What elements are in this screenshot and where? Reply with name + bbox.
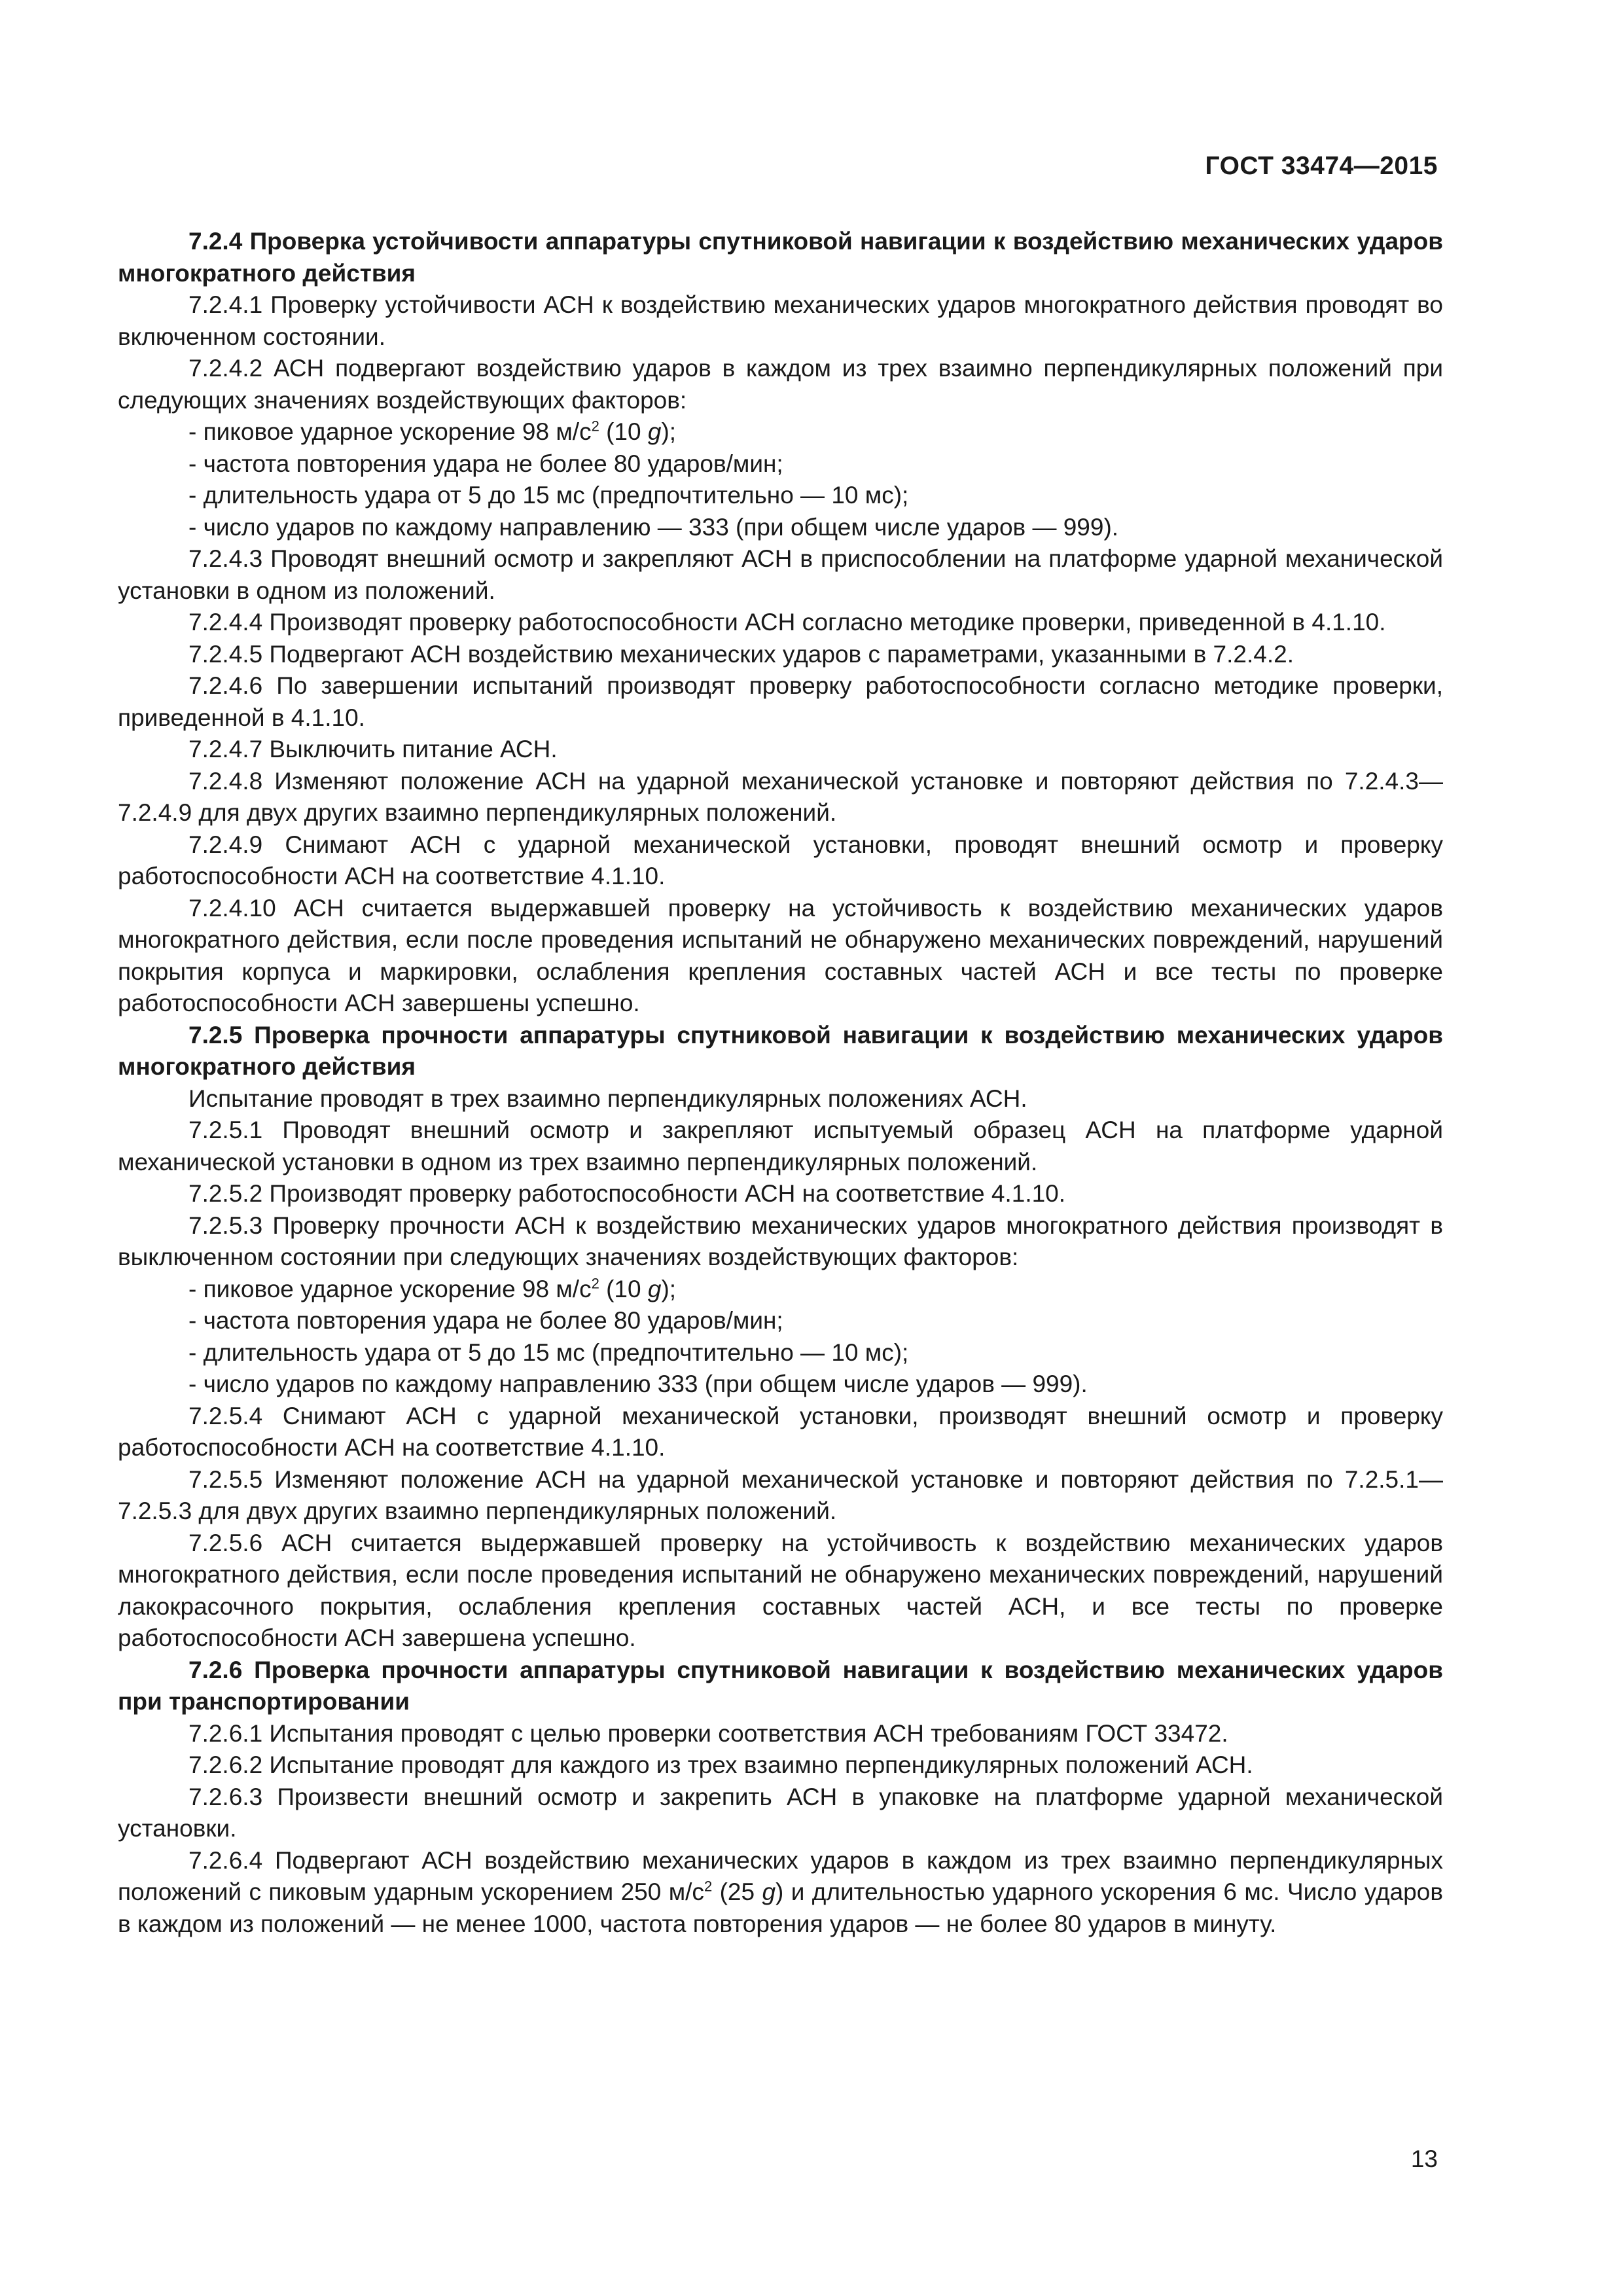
paragraph-text: 7.2.5.1 Проводят внешний осмотр и закрепляют испытуемый образец АСН на платформе ударной механической установки в одном из трех взаимно перпендикулярных положений. <box>118 1117 1443 1175</box>
paragraph <box>118 893 1443 1020</box>
paragraph <box>118 1083 1443 1115</box>
paragraph <box>118 289 1443 353</box>
paragraph <box>118 1210 1443 1274</box>
paragraph-text: - пиковое ударное ускорение 98 м/с <box>188 418 592 445</box>
paragraph-text: 7.2.4.10 АСН считается выдержавшей проверку на устойчивость к воздействию механических ударов многократного действия, если после проведения испытаний не обнаружено механических повреждений, нарушений покрытия корпуса и маркировки, ослабления крепления составных частей АСН и все тесты по проверке работоспособности АСН завершены успешно. <box>118 894 1443 1016</box>
paragraph <box>118 1115 1443 1178</box>
paragraph-text: 7.2.5.5 Изменяют положение АСН на ударной механической установке и повторяют действия по 7.2.5.1—7.2.5.3 для двух других взаимно перпендикулярных положений. <box>118 1465 1443 1524</box>
paragraph <box>118 1749 1443 1782</box>
paragraph <box>118 1401 1443 1464</box>
paragraph <box>118 1369 1443 1401</box>
paragraph-text: 7.2.4.5 Подвергают АСН воздействию механических ударов с параметрами, указанными в 7.2.4.2. <box>188 640 1294 668</box>
paragraph <box>118 1782 1443 1845</box>
superscript: 2 <box>591 418 599 435</box>
paragraph-text: - число ударов по каждому направлению — 333 (при общем числе ударов — 999). <box>188 513 1119 541</box>
paragraph <box>118 1528 1443 1655</box>
paragraph <box>118 607 1443 639</box>
document-body <box>118 226 1443 1940</box>
paragraph-text-tail: ); <box>661 1275 677 1302</box>
paragraph-text: 7.2.4.3 Проводят внешний осмотр и закрепляют АСН в приспособлении на платформе ударной механической установки в одном из положений. <box>118 545 1443 604</box>
paragraph <box>118 1337 1443 1369</box>
paragraph-text-tail: ) и длительностью ударного ускорения 6 мс. Число ударов в каждом из положений — не менее 1000, частота повторения ударов — не более 80 ударов в минуту. <box>118 1878 1443 1937</box>
superscript: 2 <box>704 1878 713 1895</box>
paragraph-text: 7.2.5.2 Производят проверку работоспособности АСН на соответствие 4.1.10. <box>188 1180 1066 1207</box>
paragraph-text: - пиковое ударное ускорение 98 м/с <box>188 1275 592 1302</box>
page-number: 13 <box>1410 2145 1438 2172</box>
paragraph <box>118 512 1443 544</box>
paragraph-text: - частота повторения удара не более 80 ударов/мин; <box>188 1307 783 1334</box>
paragraph-text-continued: (10 <box>599 1275 648 1302</box>
paragraph-text: 7.2.4.4 Производят проверку работоспособности АСН согласно методике проверки, приведенной в 4.1.10. <box>188 609 1386 636</box>
italic-symbol: g <box>647 1275 662 1302</box>
paragraph <box>118 766 1443 829</box>
paragraph <box>118 1178 1443 1210</box>
paragraph-text-tail: ); <box>661 418 677 445</box>
paragraph-text: 7.2.4.8 Изменяют положение АСН на ударной механической установке и повторяют действия по 7.2.4.3—7.2.4.9 для двух других взаимно перпендикулярных положений. <box>118 767 1443 826</box>
paragraph-text: - длительность удара от 5 до 15 мс (предпочтительно — 10 мс); <box>188 1338 909 1366</box>
paragraph-text: 7.2.4 Проверка устойчивости аппаратуры спутниковой навигации к воздействию механических ударов многократного действия <box>118 228 1443 287</box>
paragraph-text: - длительность удара от 5 до 15 мс (предпочтительно — 10 мс); <box>188 482 909 509</box>
paragraph-text: 7.2.4.6 По завершении испытаний производят проверку работоспособности согласно методике проверки, приведенной в 4.1.10. <box>118 672 1443 731</box>
paragraph <box>118 1718 1443 1750</box>
paragraph-text-continued: (10 <box>599 418 648 445</box>
paragraph <box>118 448 1443 480</box>
italic-symbol: g <box>762 1878 776 1905</box>
paragraph-text: 7.2.4.1 Проверку устойчивости АСН к воздействию механических ударов многократного действия проводят во включенном состоянии. <box>118 291 1443 350</box>
paragraph-text: 7.2.5.6 АСН считается выдержавшей проверку на устойчивость к воздействию механических ударов многократного действия, если после проведения испытаний не обнаружено механических повреждений, нарушений лакокрасочного покрытия, ослабления крепления составных частей АСН, и все тесты по проверке работоспособности АСН завершена успешно. <box>118 1529 1443 1651</box>
paragraph-text: - число ударов по каждому направлению 333 (при общем числе ударов — 999). <box>188 1371 1088 1397</box>
paragraph-text: 7.2.5 Проверка прочности аппаратуры спутниковой навигации к воздействию механических ударов многократного действия <box>118 1021 1443 1080</box>
paragraph-text: 7.2.6.3 Произвести внешний осмотр и закрепить АСН в упаковке на платформе ударной механической установки. <box>118 1783 1443 1842</box>
paragraph <box>118 353 1443 416</box>
paragraph-text: 7.2.4.9 Снимают АСН с ударной механической установки, проводят внешний осмотр и проверку работоспособности АСН на соответствие 4.1.10. <box>118 831 1443 889</box>
paragraph <box>118 1464 1443 1528</box>
paragraph <box>118 670 1443 734</box>
paragraph <box>118 1305 1443 1337</box>
paragraph-text: 7.2.6 Проверка прочности аппаратуры спутниковой навигации к воздействию механических ударов при транспортировании <box>118 1656 1443 1715</box>
paragraph-text: 7.2.4.2 АСН подвергают воздействию ударов в каждом из трех взаимно перпендикулярных положений при следующих значениях воздействующих факторов: <box>118 355 1443 414</box>
paragraph-text: 7.2.6.1 Испытания проводят с целью проверки соответствия АСН требованиям ГОСТ 33472. <box>188 1719 1228 1747</box>
paragraph-text: 7.2.5.3 Проверку прочности АСН к воздействию механических ударов многократного действия производят в выключенном состоянии при следующих значениях воздействующих факторов: <box>118 1211 1443 1270</box>
section-heading <box>118 226 1443 289</box>
paragraph-text: 7.2.4.7 Выключить питание АСН. <box>188 736 558 762</box>
paragraph-text-continued: (25 <box>712 1878 762 1905</box>
paragraph-text: Испытание проводят в трех взаимно перпендикулярных положениях АСН. <box>188 1085 1027 1112</box>
paragraph <box>118 1845 1443 1941</box>
paragraph <box>118 480 1443 512</box>
superscript: 2 <box>591 1275 599 1292</box>
paragraph-text: 7.2.6.2 Испытание проводят для каждого из трех взаимно перпендикулярных положений АСН. <box>188 1751 1253 1778</box>
paragraph <box>118 1274 1443 1306</box>
paragraph-text: 7.2.6.4 Подвергают АСН воздействию механических ударов в каждом из трех взаимно перпендикулярных положений с пиковым ударным ускорением 250 м/с <box>118 1846 1443 1905</box>
paragraph <box>118 639 1443 671</box>
paragraph <box>118 416 1443 448</box>
paragraph <box>118 829 1443 893</box>
paragraph <box>118 734 1443 766</box>
paragraph-text: - частота повторения удара не более 80 ударов/мин; <box>188 450 783 477</box>
italic-symbol: g <box>647 418 662 445</box>
section-heading <box>118 1020 1443 1083</box>
paragraph-text: 7.2.5.4 Снимают АСН с ударной механической установки, производят внешний осмотр и проверку работоспособности АСН на соответствие 4.1.10. <box>118 1402 1443 1461</box>
section-heading <box>118 1655 1443 1718</box>
document-id-header: ГОСТ 33474—2015 <box>1205 152 1438 180</box>
paragraph <box>118 543 1443 607</box>
